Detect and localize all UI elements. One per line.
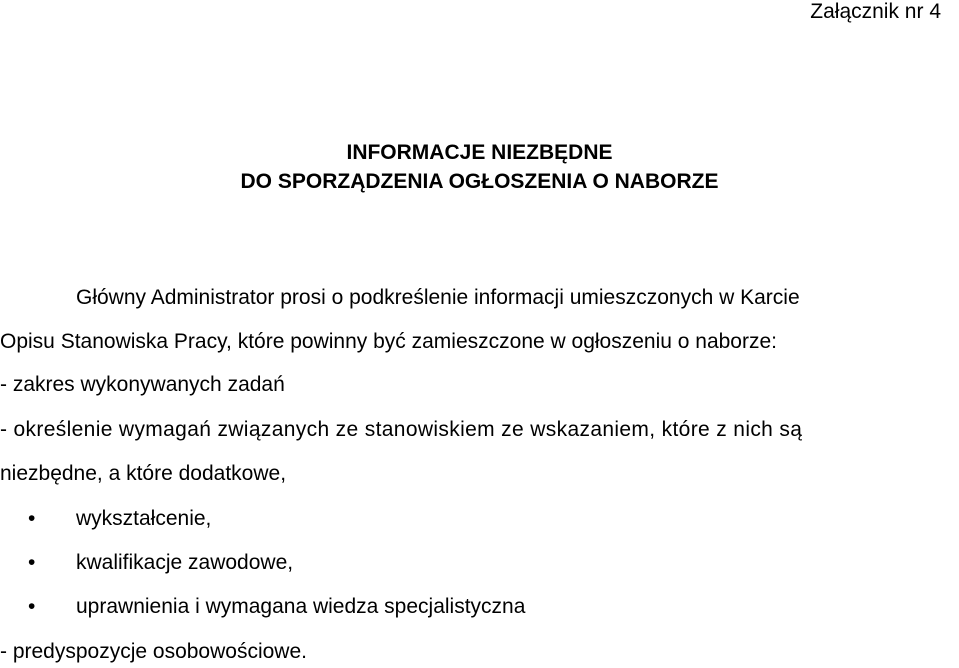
list-item-requirements-line-2: niezbędne, a które dodatkowe,	[0, 462, 287, 485]
list-item-personality: - predyspozycje osobowościowe.	[0, 640, 307, 663]
list-item-tasks: - zakres wykonywanych zadań	[0, 373, 285, 396]
bullet-text-education: wykształcenie,	[76, 507, 212, 530]
intro-paragraph-line-1: Główny Administrator prosi o podkreślenie informacji umieszczonych w Karcie	[76, 286, 800, 309]
list-item-requirements-line-1: - określenie wymagań związanych ze stanowiskiem ze wskazaniem, które z nich są	[0, 418, 803, 441]
document-title-line-2: DO SPORZĄDZENIA OGŁOSZENIA O NABORZE	[240, 170, 719, 193]
bullet-icon: •	[28, 595, 36, 618]
intro-paragraph-line-2: Opisu Stanowiska Pracy, które powinny być zamieszczone w ogłoszeniu o naborze:	[0, 330, 777, 353]
bullet-text-licenses: uprawnienia i wymagana wiedza specjalistyczna	[76, 595, 526, 618]
bullet-text-qualifications: kwalifikacje zawodowe,	[76, 551, 294, 574]
bullet-icon: •	[28, 551, 36, 574]
annex-label: Załącznik nr 4	[810, 0, 941, 23]
document-title-line-1: INFORMACJE NIEZBĘDNE	[346, 141, 613, 164]
bullet-icon: •	[28, 507, 36, 530]
